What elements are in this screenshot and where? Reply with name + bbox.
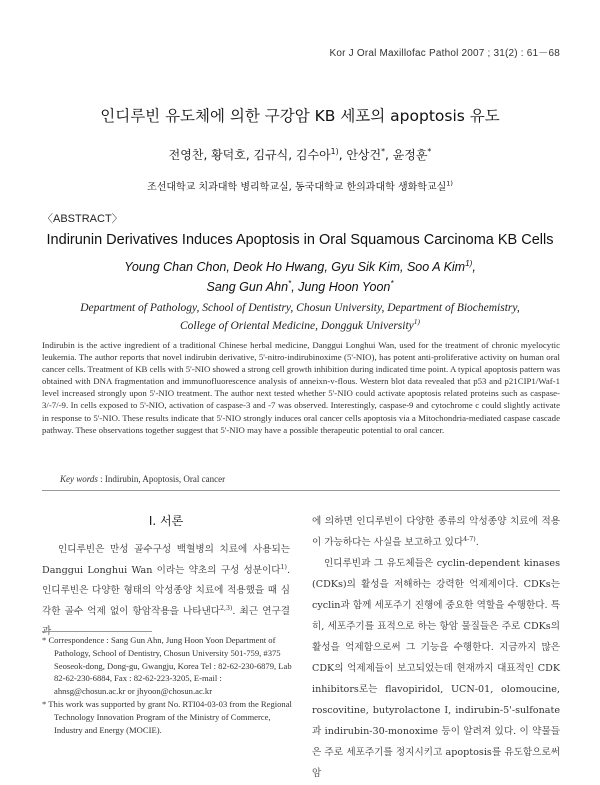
abstract-divider bbox=[42, 490, 560, 491]
english-title: Indirunin Derivatives Induces Apoptosis in Oral Squamous Carcinoma KB Cells bbox=[46, 232, 554, 248]
footnotes bbox=[42, 634, 294, 736]
korean-affiliation: 조선대학교 치과대학 병리학교실, 동국대학교 한의과대학 생화학교실$^{1)}$ bbox=[147, 179, 453, 193]
introduction-left-column bbox=[42, 540, 290, 643]
keywords: Key words : Indirubin, Apoptosis, Oral cancer bbox=[60, 474, 226, 484]
intro-paragraph-2: 인디루빈과 그 유도체들은 cyclin-dependent kinases (CDKs)의 활성을 저해하는 강력한 억제제이다. CDKs는 cyclin과 함께 세포주기 진행에 중요한 역할을 수행한다. 특히, 세포주기를 표적으로 하는 항암 물질들은 주로 CDKs의 활성을 억제함으로써 그 기능을 수행한다. 지금까지 많은 CDK의 억제제들이 보고되었는데 현재까지 대표적인 CDK inhibitors로는 flavopiridol, UCN-01, olomoucine, roscovitine, butyrolactone I, indirubin-5'-sulfonate과 indirubin-30-monoxime 등이 알려져 있다. 이 약물들은 주로 세포주기를 정지시키고 apoptosis를 유도함으로써 암 bbox=[312, 558, 560, 779]
footnote-support: * This work was supported by grant No. RTI04-03-03 from the Regional Technology Innovation Program of the Ministry of Commerce, Industry and Energy (MOCIE). bbox=[42, 698, 292, 735]
korean-title: 인디루빈 유도체에 의한 구강암 KB 세포의 apoptosis 유도 bbox=[100, 107, 500, 125]
intro-paragraph-1: 인디루빈은 만성 골수구성 백혈병의 치료에 사용되는 Danggui Longhui Wan 이라는 약초의 구성 성분이다$^{1)}$. 인디루빈은 다양한 형태의 악성종양 치료에 적용했을 때 심각한 골수 억제 없이 항암작용을 나타낸다$^{2,3)}$. 최근 연구결과 bbox=[42, 544, 290, 637]
english-authors: Young Chan Chon, Deok Ho Hwang, Gyu Sik Kim, Soo A Kim$^{1)}$, Sang Gun Ahn*, Jung Hoon Yoon* bbox=[124, 258, 476, 294]
korean-authors: 전영찬, 황덕호, 김규식, 김수아$^{1)}$, 안상건*, 윤정훈* bbox=[168, 147, 432, 162]
footnote-divider bbox=[42, 631, 152, 632]
footnote-correspondence: * Correspondence : Sang Gun Ahn, Jung Hoon Yoon Department of Pathology, School of Dentistry, Chosun University 501-759, #375 Seoseok-dong, Dong-gu, Gwangju, Korea Tel : 82-62-230-6879, Lab 82-62-230-6884, Fax : 82-62-223-3205, E-mail : ahnsg@chosun.ac.kr or jhyoon@chosun.ac.kr bbox=[42, 635, 292, 697]
running-head: Kor J Oral Maxillofac Pathol 2007 ; 31(2) : 61－68 bbox=[329, 48, 560, 59]
introduction-right-column bbox=[312, 511, 560, 784]
abstract-text: Indirubin is the active ingredient of a traditional Chinese herbal medicine, Danggui Longhui Wan, used for the treatment of chronic myelocytic leukemia. The author reports that novel indirubin derivative, 5'-nitro-indirubinoxime (5'-NIO), has potent anti-proliferative activity on human oral cancer cells. Treatment of KB cells with 5'-NIO showed a strong cell growth inhibition during indicated time point. A typical apoptosis pattern was obtained with DNA fragmentation and immunofluorescence analysis of anneixn-v-flous. Western blot data revealed that p53 and p21CIP1/Waf-1 level increased strongly upon 5'-NIO treatment. The author next tested whether 5'-NIO could activate apoptosis related proteins such as caspase-3/-7/-9. In cells exposed to 5'-NIO, activation of caspase-3 and -7 was observed. Interestingly, caspase-9 and cytochrome c could slightly activate in response to 5'-NIO. These results indicate that 5'-NIO strongly induces oral cancer cells apoptosis via a Mitochondria-mediated caspase cascade pathway. These observations together suggest that 5'-NIO may have a possible therapeutic potential to oral cancer. bbox=[42, 340, 560, 435]
english-affiliation: Department of Pathology, School of Dentistry, Chosun University, Department of Biochemistry, College of Oriental Medicine, Dongguk University$^{1)}$ bbox=[80, 302, 520, 332]
section-title-introduction: Ⅰ. 서론 bbox=[148, 514, 184, 528]
abstract-heading: 〈ABSTRACT〉 bbox=[42, 213, 123, 225]
intro-paragraph-continued: 에 의하면 인디루빈이 다양한 종류의 악성종양 치료에 적용이 가능하다는 사실을 보고하고 있다$^{4-7)}$. bbox=[312, 516, 560, 548]
